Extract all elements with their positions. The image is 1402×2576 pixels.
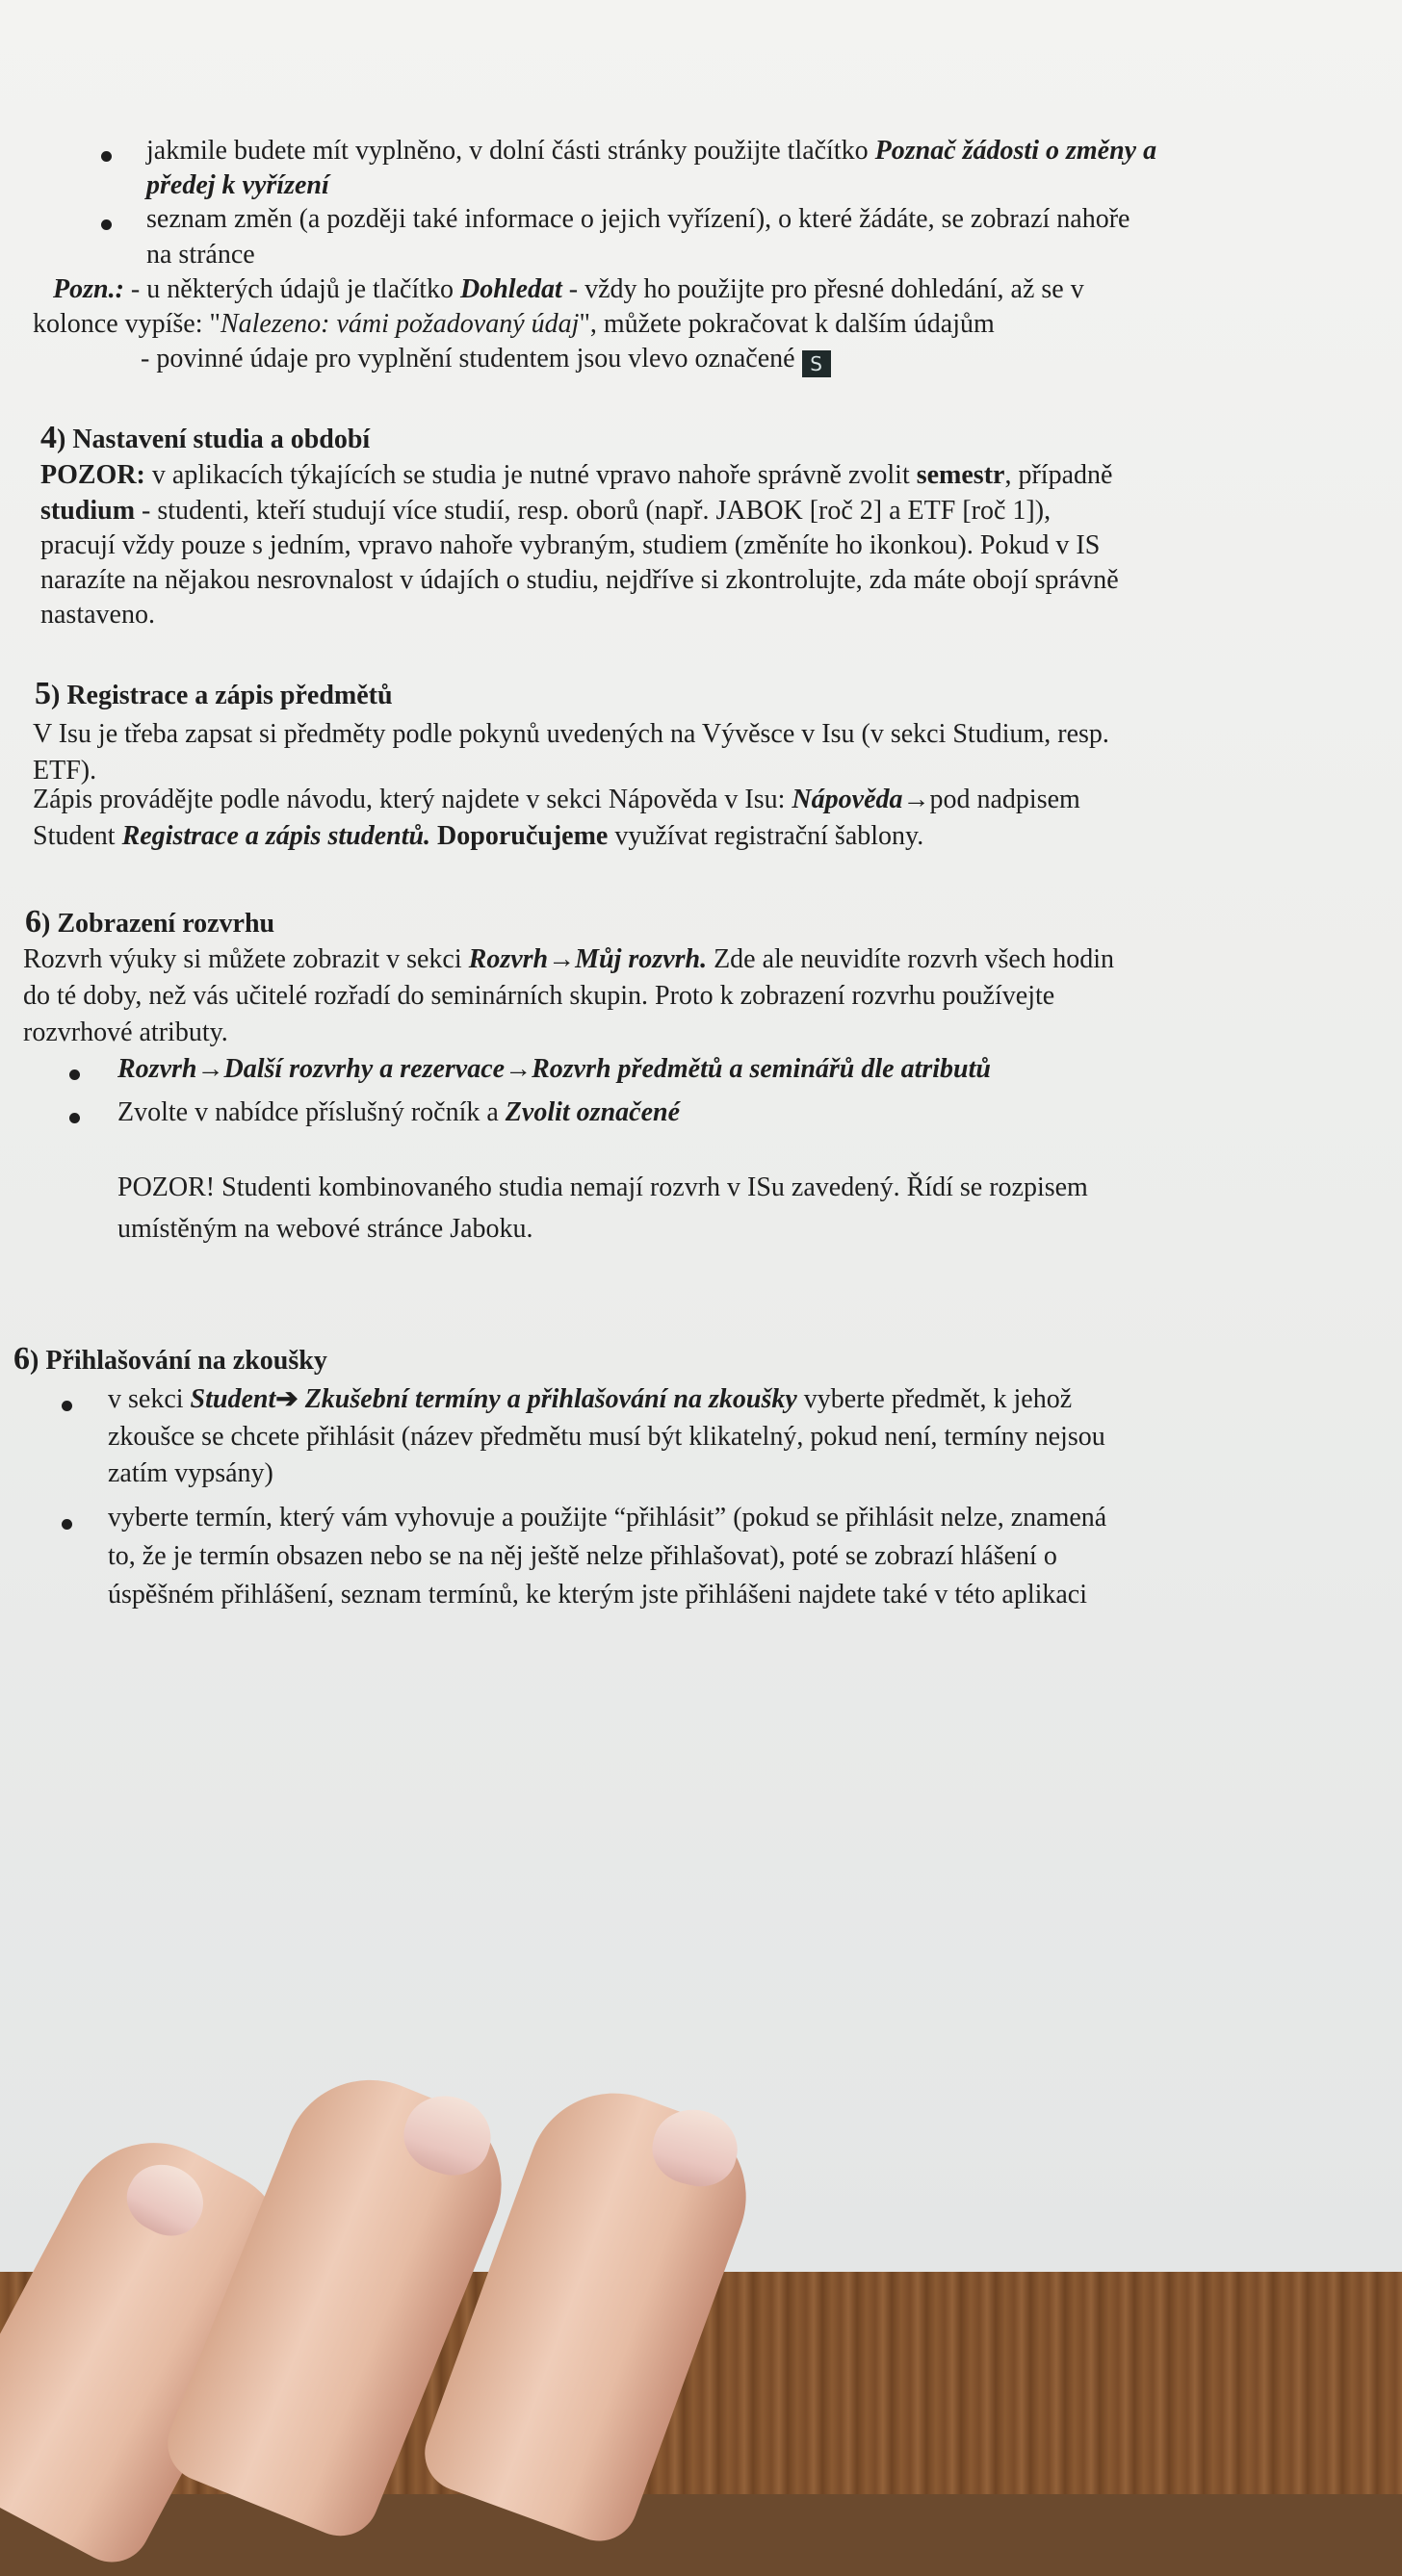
- text: v aplikacích týkajících se studia je nutné vpravo nahoře správně zvolit: [144, 460, 917, 490]
- section-5-line-3: [33, 784, 1080, 816]
- bullet-dot: [69, 1069, 80, 1080]
- menu-path: Rozvrh→Další rozvrhy a rezervace→Rozvrh předmětů a seminářů dle atributů: [117, 1054, 991, 1084]
- intro-bullet-1-line-1: [146, 135, 1156, 167]
- section-6-schedule-warning-line-2: umístěným na webové stránce Jaboku.: [117, 1214, 533, 1244]
- note-label: Pozn.:: [53, 274, 124, 304]
- section-6-schedule-line-3: rozvrhové atributy.: [23, 1018, 228, 1047]
- intro-bullet-2-line-2: na stránce: [146, 240, 255, 270]
- menu-path: Registrace a zápis studentů.: [121, 821, 431, 851]
- bullet-dot: [101, 151, 112, 162]
- button-name-text: Dohledat: [460, 274, 562, 304]
- text: Zde ale neuvidíte rozvrh všech hodin: [707, 944, 1115, 974]
- section-6-exams-bullet-1-line-3: zatím vypsány): [108, 1458, 273, 1488]
- intro-bullet-1-line-2: [146, 169, 329, 202]
- section-title: ) Přihlašování na zkoušky: [30, 1346, 327, 1376]
- section-6-exams-bullet-2-line-2: to, že je termín obsazen nebo se na něj ještě nelze přihlašovat), poté se zobrazí hlášení o: [108, 1541, 1057, 1571]
- section-5-line-2: ETF).: [33, 756, 97, 786]
- menu-path: Student: [190, 1384, 276, 1414]
- button-name-text: Zvolit označené: [505, 1097, 680, 1127]
- bullet-dot: [62, 1519, 72, 1530]
- note-line-1: [53, 273, 1084, 306]
- text: využívat registrační šablony.: [608, 821, 924, 851]
- section-4-heading: [40, 422, 370, 456]
- section-4-line-1: [40, 459, 1112, 492]
- bullet-dot: [69, 1113, 80, 1123]
- text: jakmile budete mít vyplněno, v dolní části stránky použijte tlačítko: [146, 136, 875, 166]
- text: Rozvrh výuky si můžete zobrazit v sekci: [23, 944, 469, 974]
- section-5-line-1: V Isu je třeba zapsat si předměty podle pokynů uvedených na Vývěsce v Isu (v sekci Studium, resp.: [33, 719, 1109, 749]
- bullet-dot: [101, 219, 112, 230]
- text: vyberte předmět, k jehož: [796, 1384, 1073, 1414]
- section-6-schedule-warning-line-1: POZOR! Studenti kombinovaného studia nemají rozvrh v ISu zavedený. Řídí se rozpisem: [117, 1172, 1088, 1202]
- menu-path: Nápověda: [792, 785, 903, 814]
- text: , případně: [1004, 460, 1113, 490]
- text: - u některých údajů je tlačítko: [123, 274, 461, 304]
- intro-bullet-2-line-1: seznam změn (a později také informace o jejich vyřízení), o které žádáte, se zobrazí nahoře: [146, 204, 1130, 234]
- text: ", můžete pokračovat k dalším údajům: [579, 309, 995, 339]
- section-title: ) Nastavení studia a období: [57, 425, 371, 454]
- text: - vždy ho použijte pro přesné dohledání, až se v: [561, 274, 1084, 304]
- section-6-schedule-line-1: [23, 943, 1114, 976]
- section-6-exams-bullet-1-line-2: zkoušce se chcete přihlásit (název předmětu musí být klikatelný, pokud není, termíny nejsou: [108, 1422, 1105, 1452]
- bullet-dot: [62, 1401, 72, 1411]
- text: Zápis provádějte podle návodu, který najdete v sekci Nápověda v Isu:: [33, 785, 792, 814]
- text: Student: [33, 821, 122, 851]
- section-5-heading: [35, 678, 393, 712]
- section-number: 4: [40, 420, 57, 455]
- found-text: Nalezeno: vámi požadovaný údaj: [220, 309, 580, 339]
- keyword: semestr: [916, 460, 1005, 490]
- note-line-2: [33, 308, 995, 341]
- section-6-schedule-line-2: do té doby, než vás učitelé rozřadí do seminárních skupin. Proto k zobrazení rozvrhu používejte: [23, 981, 1055, 1011]
- button-name-text: předej k vyřízení: [146, 170, 329, 200]
- section-4-line-3: pracují vždy pouze s jedním, vpravo nahoře vybraným, studiem (změníte ho ikonkou). Pokud v IS: [40, 530, 1101, 560]
- note-line-3: [141, 343, 831, 377]
- section-6-schedule-bullet-2: [117, 1096, 680, 1129]
- section-number: 6: [13, 1341, 30, 1377]
- section-4-line-5: nastaveno.: [40, 600, 155, 630]
- text: Zvolte v nabídce příslušný ročník a: [117, 1097, 506, 1127]
- section-number: 5: [35, 676, 51, 711]
- required-marker-icon: S: [802, 350, 831, 377]
- section-title: ) Zobrazení rozvrhu: [41, 909, 275, 939]
- warning-label: POZOR:: [40, 460, 145, 490]
- section-6-exams-bullet-2-line-3: úspěšném přihlášení, seznam termínů, ke kterým jste přihlášeni najdete také v této aplikaci: [108, 1580, 1088, 1610]
- text: →pod nadpisem: [902, 785, 1080, 814]
- text: - povinné údaje pro vyplnění studentem jsou vlevo označené: [141, 344, 802, 374]
- section-6-exams-heading: [13, 1343, 327, 1378]
- section-number: 6: [25, 904, 41, 940]
- text: - studenti, kteří studují více studií, resp. oborů (např. JABOK [roč 2] a ETF [roč 1]),: [135, 496, 1052, 526]
- text: kolonce vypíše: ": [33, 309, 221, 339]
- arrow-right-icon: ➔: [275, 1384, 299, 1414]
- section-6-exams-bullet-1-line-1: [108, 1383, 1072, 1416]
- section-title: ) Registrace a zápis předmětů: [51, 681, 393, 710]
- section-4-line-2: [40, 495, 1051, 528]
- keyword: studium: [40, 496, 136, 526]
- section-4-line-4: narazíte na nějakou nesrovnalost v údajích o studiu, nejdříve si zkontrolujte, zda máte obojí správně: [40, 565, 1119, 595]
- section-6-exams-bullet-2-line-1: vyberte termín, který vám vyhovuje a použijte “přihlásit” (pokud se přihlásit nelze, znamená: [108, 1503, 1107, 1533]
- menu-path: Zkušební termíny a přihlašování na zkoušky: [298, 1384, 797, 1414]
- menu-path: Rozvrh→Můj rozvrh.: [468, 944, 708, 974]
- section-5-line-4: [33, 820, 923, 853]
- text: v sekci: [108, 1384, 191, 1414]
- section-6-schedule-heading: [25, 906, 274, 940]
- button-name-text: Poznač žádosti o změny a: [874, 136, 1157, 166]
- keyword: Doporučujeme: [430, 821, 609, 851]
- section-6-schedule-bullet-1: [117, 1053, 991, 1086]
